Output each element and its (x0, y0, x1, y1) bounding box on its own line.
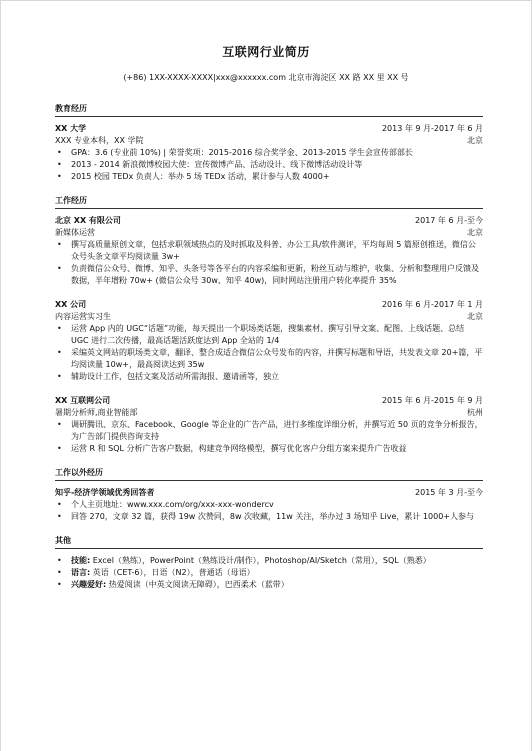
education-section (55, 103, 483, 183)
list-item: • 辅助设计工作，包括文案及活动所需海报、邀请函等，独立 (71, 371, 483, 383)
section-heading: 工作以外经历 (55, 467, 483, 481)
section-heading: 工作经历 (55, 195, 483, 209)
item-text: Excel（熟练），PowerPoint（熟练设计/制作），Photoshop/AI/Sketch（常用），SQL（熟悉） (92, 556, 431, 565)
list-item: • 2013 - 2014 新浪微博校园大使：宣传微博产品、活动设计、线下微博活动设计等 (71, 159, 483, 171)
other-section (55, 535, 483, 591)
list-item: • GPA：3.6 (专业前 10%) | 荣誉奖项：2015-2016 综合奖学金、2013-2015 学生会宣传部部长 (71, 147, 483, 159)
list-item: • 调研腾讯、京东、Facebook、Google 等企业的广告产品，进行多维度详细分析，并撰写近 50 页的竞争分析报告，为广告部门提供咨询支持 (71, 419, 483, 443)
education-dates: 2013 年 9 月-2017 年 6 月 (381, 124, 483, 133)
job-entry (55, 299, 483, 383)
list-item: • 回答 270，文章 32 篇，获得 19w 次赞同，8w 次收藏，11w 关注，举办过 3 场知乎 Live，累计 1000+人参与 (71, 511, 483, 523)
list-item: • 2015 校园 TEDx 负责人：举办 5 场 TEDx 活动，累计参与人数 4000+ (71, 171, 483, 183)
extra-dates: 2015 年 3 月-至今 (415, 488, 483, 497)
job-location: 杭州 (467, 408, 483, 417)
item-label: 兴趣爱好: (71, 580, 107, 589)
list-item: • 运营 R 和 SQL 分析广告客户数据，构建竞争网络模型，撰写优化客户分组方案来提升广告收益 (71, 443, 483, 455)
org-name: 知乎-经济学领域优秀回答者 (55, 488, 155, 497)
item-text: 英语（CET-6），日语（N2），普通话（母语） (92, 568, 255, 577)
company-name: 北京 XX 有限公司 (55, 216, 121, 225)
contact-info: (+86) 1XX-XXXX-XXXX|xxx@xxxxxx.com 北京市海淀区 XX 路 XX 里 XX 号 (123, 73, 409, 82)
list-item: • 运营 App 内的 UGC“话题”功能，每天提出一个职场类话题，搜集素材、撰写引导文案、配图、上线话题、总结 UGC 进行二次传播，最高话题活跃度达到 App 全站的 1/4 (71, 323, 483, 347)
item-label: 技能: (71, 556, 91, 565)
list-item: • 采编英文网站的职场类文章，翻译、整合成适合微信公众号发布的内容，并撰写标题和导语，共发表文章 20+篇，平均阅读量 10w+，最高阅读达到 35w (71, 347, 483, 371)
list-item: • 负责微信公众号、微博、知乎、头条号等各平台的内容采编和更新，粉丝互动与维护，收集、分析和整理用户反馈及数据，半年增粉 70w+ (微信公众号 30w、知乎 40w)，同时网站注册用户转化率提升 35% (71, 263, 483, 287)
list-item: • 撰写高质量原创文章，包括求职领域热点的及时抓取及科普、办公工具/软件测评，平均每周 5 篇原创推送，微信公众号头条文章平均阅读量 3w+ (71, 239, 483, 263)
company-name: XX 公司 (55, 300, 87, 309)
section-heading: 其他 (55, 535, 483, 549)
list-item: • 个人主页地址：www.xxx.com/org/xxx-xxx-wondercv (71, 499, 483, 511)
resume-title: 互联网行业简历 (222, 45, 310, 59)
job-location: 北京 (467, 228, 483, 237)
job-entry (55, 395, 483, 455)
work-section (55, 195, 483, 455)
item-label: 语言: (71, 568, 91, 577)
job-role: 内容运营实习生 (55, 312, 111, 321)
extra-section (55, 467, 483, 523)
item-text: 热爱阅读（中英文阅读无障碍），巴西柔术（蓝带） (108, 580, 289, 589)
section-heading: 教育经历 (55, 103, 483, 117)
job-dates: 2016 年 6 月-2017 年 1 月 (381, 300, 483, 309)
education-location: 北京 (467, 136, 483, 145)
job-role: 新媒体运营 (55, 228, 95, 237)
list-item (71, 567, 483, 579)
job-role: 暑期分析师,商业智能部 (55, 408, 138, 417)
list-item (71, 555, 483, 567)
company-name: XX 互联网公司 (55, 396, 111, 405)
job-dates: 2017 年 6 月-至今 (415, 216, 483, 225)
job-location: 北京 (467, 312, 483, 321)
major: XXX 专业本科，XX 学院 (55, 136, 144, 145)
education-bullets (55, 147, 483, 183)
list-item (71, 579, 483, 591)
job-entry (55, 215, 483, 287)
school-name: XX 大学 (55, 124, 87, 133)
job-dates: 2015 年 6 月-2015 年 9 月 (381, 396, 483, 405)
